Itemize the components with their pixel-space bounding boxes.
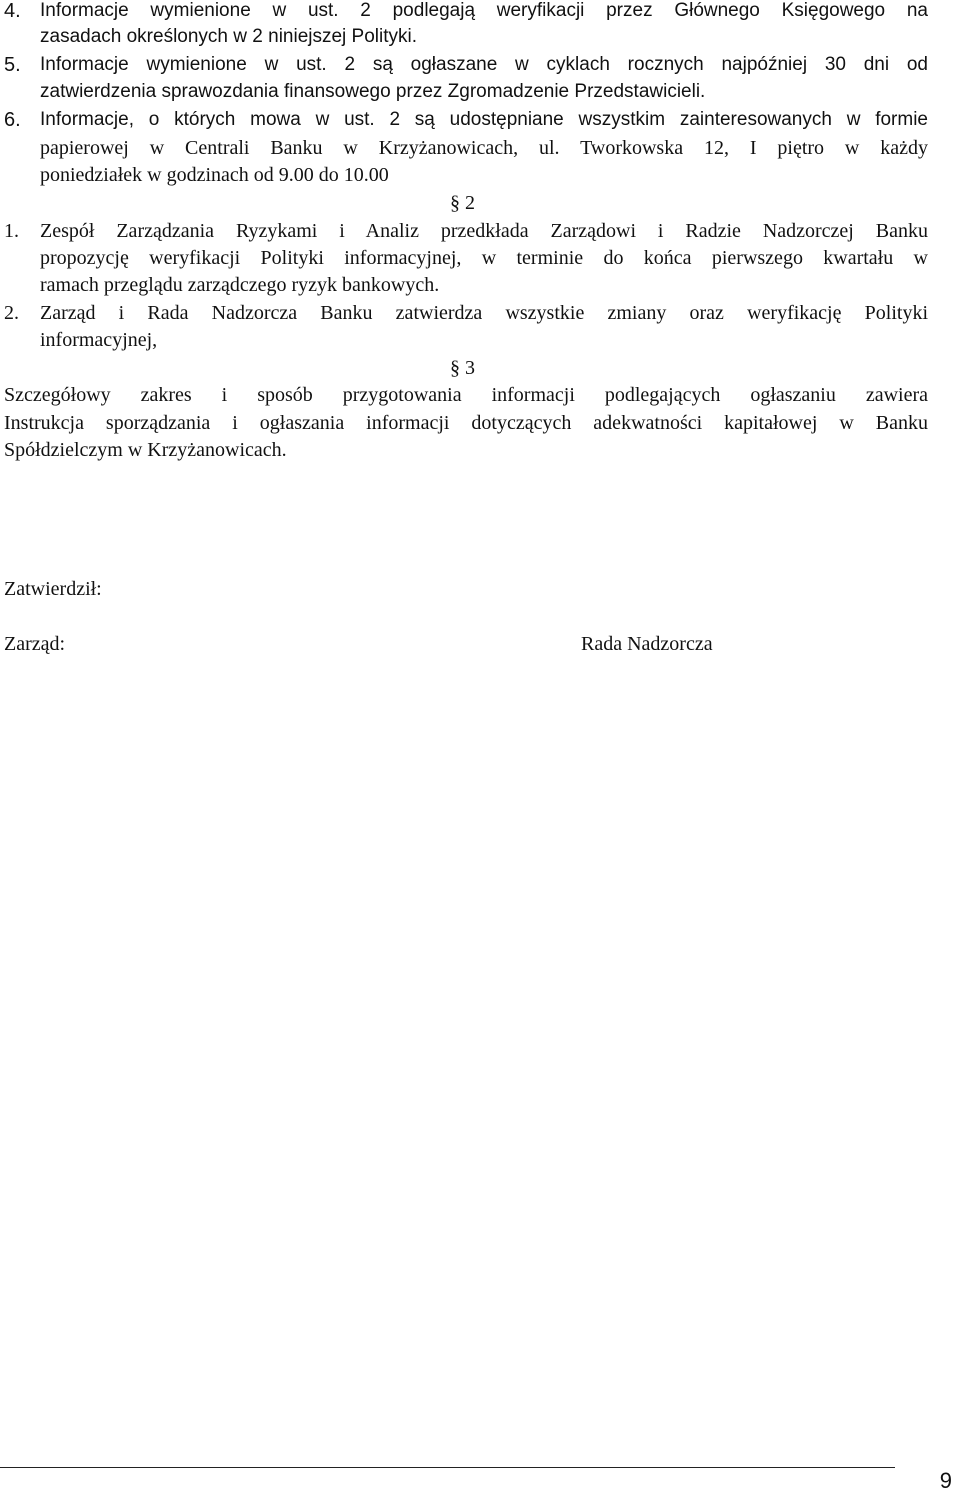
paragraph-line: Szczegółowy zakres i sposób przygotowania informacji podlegających ogłaszaniu zawiera xyxy=(4,384,928,406)
item-number: 4. xyxy=(4,0,21,22)
item-text-line: zasadach określonych w 2 niniejszej Polityki. xyxy=(40,26,418,47)
section-sign-icon: § xyxy=(450,357,460,379)
item-number: 2. xyxy=(4,302,19,324)
item-text-line: ramach przeglądu zarządczego ryzyk bankowych. xyxy=(40,274,440,296)
footer-divider xyxy=(0,1467,895,1468)
item-number: 1. xyxy=(4,220,19,242)
item-text-line: Informacje wymienione w ust. 2 są ogłaszane w cyklach rocznych najpóźniej 30 dni od xyxy=(40,54,928,75)
item-number: 6. xyxy=(4,109,21,131)
item-number: 5. xyxy=(4,54,21,76)
item-text-line: informacyjnej, xyxy=(40,329,158,351)
item-text-line: Informacje wymienione w ust. 2 podlegają weryfikacji przez Głównego Księgowego na xyxy=(40,0,928,21)
paragraph-line: Spółdzielczym w Krzyżanowicach. xyxy=(4,439,287,461)
item-text-line: papierowej w Centrali Banku w Krzyżanowicach, ul. Tworkowska 12, I piętro w każdy xyxy=(40,137,928,159)
item-text-line: zatwierdzenia sprawozdania finansowego przez Zgromadzenie Przedstawicieli. xyxy=(40,81,706,102)
board-label: Zarząd: xyxy=(4,633,66,655)
section-number: 2 xyxy=(465,192,475,214)
section-sign-icon: § xyxy=(450,192,460,214)
item-text-line: poniedziałek w godzinach od 9.00 do 10.00 xyxy=(40,164,389,186)
section-mark xyxy=(450,190,475,216)
section-mark xyxy=(450,355,475,381)
approved-label: Zatwierdził: xyxy=(4,578,102,600)
item-text-line: Zespół Zarządzania Ryzykami i Analiz przedkłada Zarządowi i Radzie Nadzorczej Banku xyxy=(40,220,928,242)
item-text-line: propozycję weryfikacji Polityki informacyjnej, w terminie do końca pierwszego kwartału w xyxy=(40,247,928,269)
page-number: 9 xyxy=(939,1468,952,1493)
section-number: 3 xyxy=(465,357,475,379)
supervisory-board-label: Rada Nadzorcza xyxy=(581,633,713,655)
item-text-line: Informacje, o których mowa w ust. 2 są udostępniane wszystkim zainteresowanych w formie xyxy=(40,109,928,130)
item-text-line: Zarząd i Rada Nadzorcza Banku zatwierdza wszystkie zmiany oraz weryfikację Polityki xyxy=(40,302,928,324)
paragraph-line: Instrukcja sporządzania i ogłaszania informacji dotyczących adekwatności kapitałowej w Banku xyxy=(4,412,928,434)
